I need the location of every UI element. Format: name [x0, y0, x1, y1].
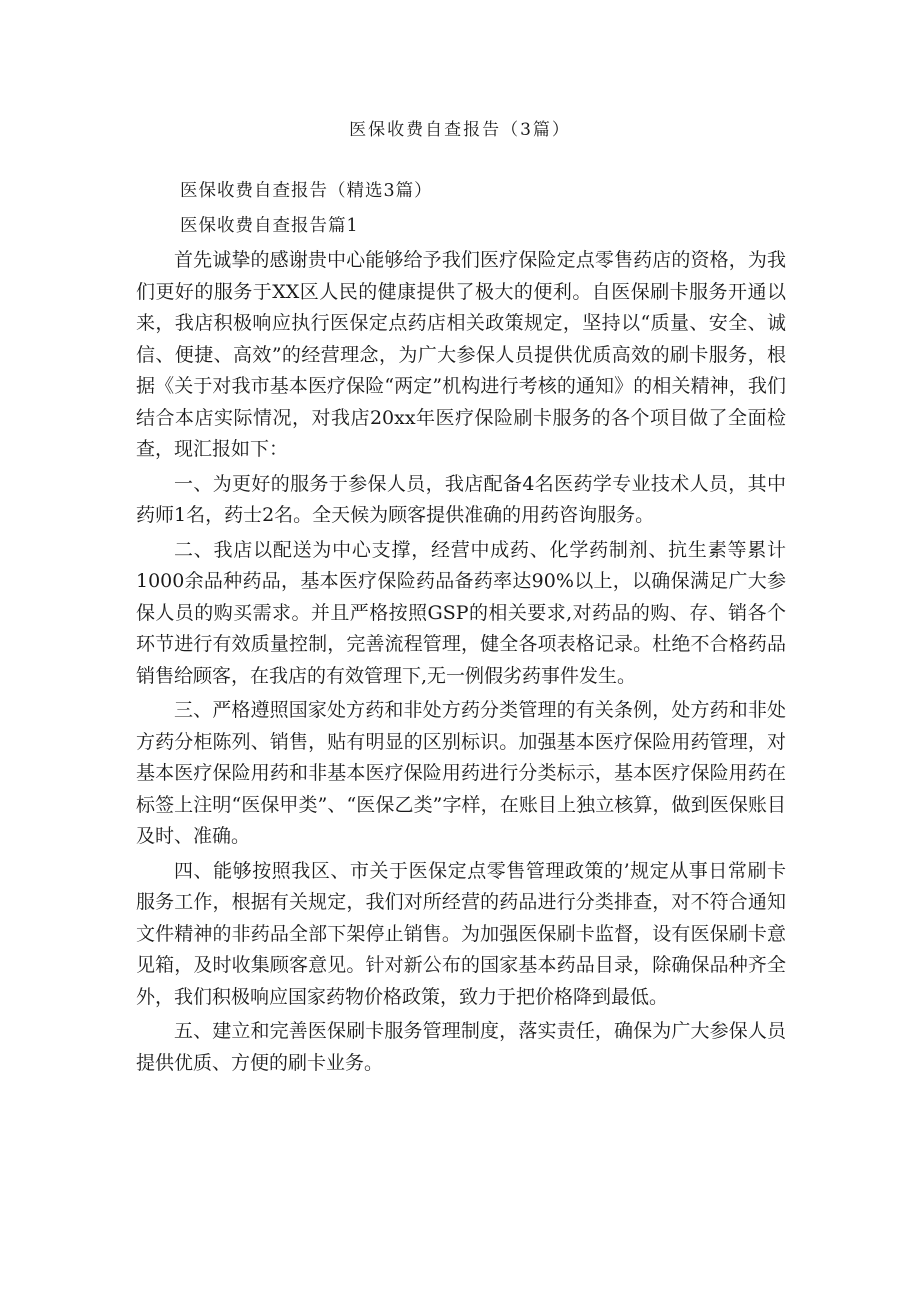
document-title: 医保收费自查报告（3篇）: [349, 120, 571, 140]
paragraph-item-2: 二、我店以配送为中心支撑，经营中成药、化学药制剂、抗生素等累计1000余品种药品，基本医疗保险药品备药率达90%以上，以确保满足广大参保人员的购买需求。并且严格按照GSP的相关要求,对药品的购、存、销各个环节进行有效质量控制，完善流程管理，健全各项表格记录。杜绝不合格药品销售给顾客，在我店的有效管理下,无一例假劣药事件发生。: [136, 538, 786, 687]
paragraph-intro: 首先诚挚的感谢贵中心能够给予我们医疗保险定点零售药店的资格，为我们更好的服务于XX区人民的健康提供了极大的便利。自医保刷卡服务开通以来，我店积极响应执行医保定点药店相关政策规定，坚持以“质量、安全、诚信、便捷、高效”的经营理念，为广大参保人员提供优质高效的刷卡服务，根据《关于对我市基本医疗保险“两定”机构进行考核的通知》的相关精神，我们结合本店实际情况，对我店20xx年医疗保险刷卡服务的各个项目做了全面检查，现汇报如下：: [136, 249, 786, 460]
document-subtitle: 医保收费自查报告（精选3篇）: [180, 181, 433, 201]
section-heading: 医保收费自查报告篇1: [180, 215, 359, 236]
paragraph-item-3: 三、严格遵照国家处方药和非处方药分类管理的有关条例，处方药和非处方药分柜陈列、销售，贴有明显的区别标识。加强基本医疗保险用药管理，对基本医疗保险用药和非基本医疗保险用药进行分类标示，基本医疗保险用药在标签上注明“医保甲类”、“医保乙类”字样，在账目上独立核算，做到医保账目及时、准确。: [136, 699, 786, 847]
paragraph-item-5: 五、建立和完善医保刷卡服务管理制度，落实责任，确保为广大参保人员提供优质、方便的刷卡业务。: [136, 1020, 786, 1074]
paragraph-item-4: 四、能够按照我区、市关于医保定点零售管理政策的’规定从事日常刷卡服务工作，根据有关规定，我们对所经营的药品进行分类排查，对不符合通知文件精神的非药品全部下架停止销售。为加强医保刷卡监督，设有医保刷卡意见箱，及时收集顾客意见。针对新公布的国家基本药品目录，除确保品种齐全外，我们积极响应国家药物价格政策，致力于把价格降到最低。: [136, 859, 786, 1008]
paragraph-item-1: 一、为更好的服务于参保人员，我店配备4名医药学专业技术人员，其中药师1名，药士2名。全天候为顾客提供准确的用药咨询服务。: [136, 472, 786, 526]
document-body: [136, 176, 786, 1079]
